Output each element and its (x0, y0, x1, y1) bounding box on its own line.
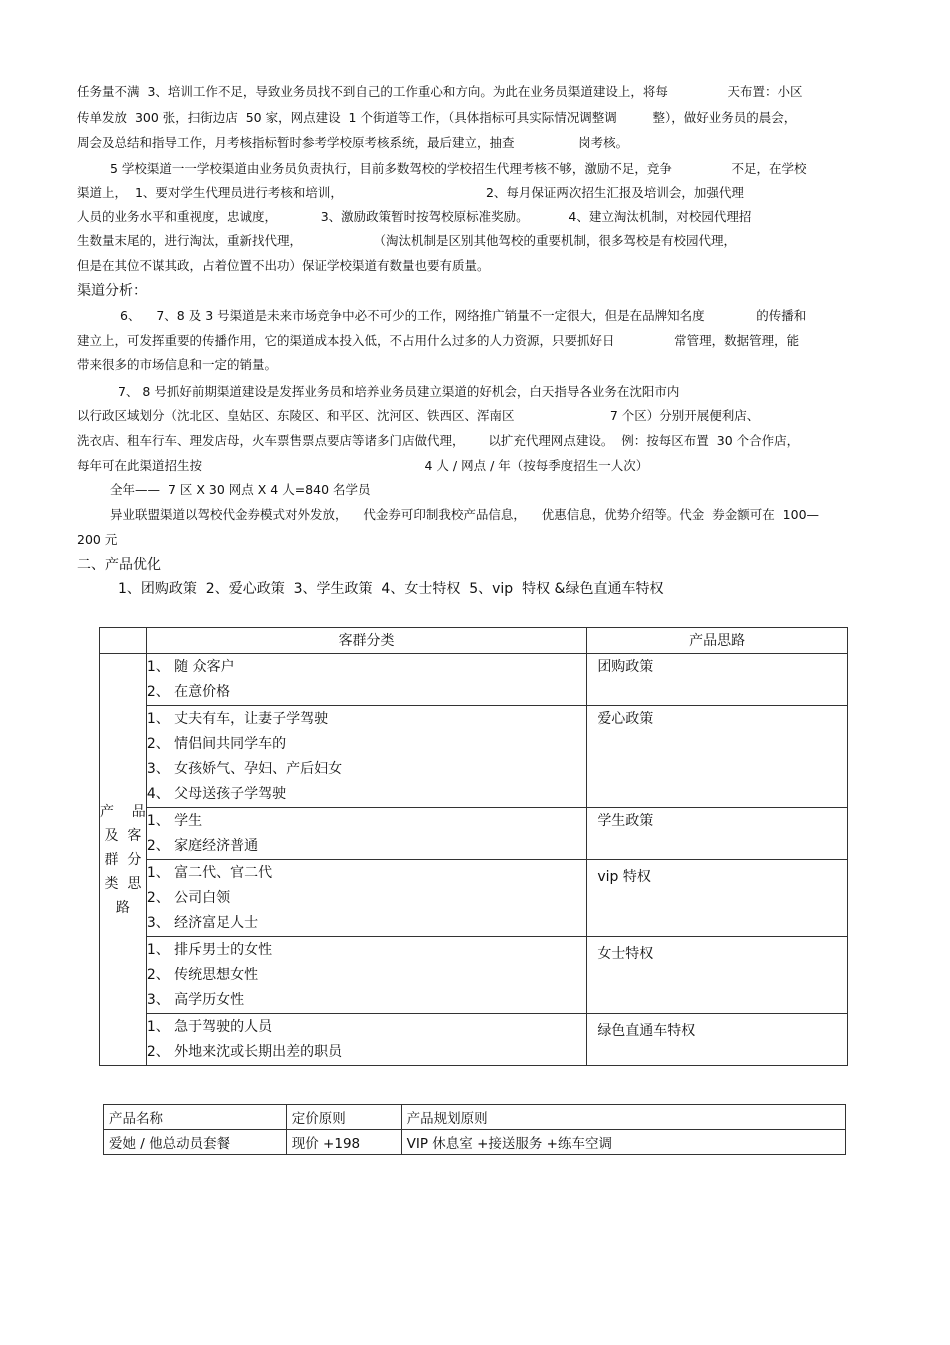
list-item: 1、 富二代、官二代 (146, 865, 273, 881)
list-item: 2、 情侣间共同学车的 (146, 736, 287, 752)
product-idea-cell: 女士特权 (587, 937, 848, 1014)
customer-group-cell (146, 937, 587, 1014)
text-line: 5 学校渠道一一学校渠道由业务员负责执行，目前多数驾校的学校招生代理考核不够，激励不足，竞争 不足，在学校 (110, 161, 807, 176)
text-line: 异业联盟渠道以驾校代金券模式对外发放， 代金券可印制我校产品信息， 优惠信息，优势介绍等。代金 券金额可在 100— (110, 507, 820, 522)
text-line: 渠道上， 1、要对学生代理员进行考核和培训， 2、每月保证两次招生汇报及培训会，加强代理 (77, 185, 744, 200)
list-item: 4、 父母送孩子学驾驶 (146, 786, 287, 802)
product-idea-cell: 团购政策 (587, 654, 848, 706)
list-item: 2、 在意价格 (146, 684, 231, 700)
header-product-name: 产品名称 (104, 1105, 287, 1130)
list-item: 1、 排斥男士的女性 (146, 942, 273, 958)
policies-line: 1、团购政策 2、爱心政策 3、学生政策 4、女士特权 5、vip 特权 &绿色直通车特权 (118, 581, 664, 597)
customer-group-cell (146, 1014, 587, 1066)
text-line: 人员的业务水平和重视度，忠诚度， 3、激励政策暂时按驾校原标准奖励。 4、建立淘汰机制，对校园代理招 (77, 209, 752, 224)
product-plan-table (103, 1104, 846, 1155)
header-planning-principle: 产品规划原则 (401, 1105, 845, 1130)
list-item: 2、 传统思想女性 (146, 967, 259, 983)
text-line: 7、 8 号抓好前期渠道建设是发挥业务员和培养业务员建立渠道的好机会，白天指导各业务在沈阳市内 (118, 384, 680, 399)
list-item: 1、 学生 (146, 813, 203, 829)
list-item: 2、 外地来沈或长期出差的职员 (146, 1044, 343, 1060)
header-customer-group: 客群分类 (146, 628, 587, 654)
text-line: 周会及总结和指导工作，月考核指标暂时参考学校原考核系统，最后建立，抽查 岗考核。 (77, 135, 629, 150)
planning-cell: VIP 休息室 +接送服务 +练车空调 (401, 1130, 845, 1155)
list-item: 2、 家庭经济普通 (146, 838, 259, 854)
list-item: 2、 公司白领 (146, 890, 231, 906)
list-item: 1、 随 众客户 (146, 659, 235, 675)
table-row (104, 1130, 846, 1155)
text-line: 6、 7、8 及 3 号渠道是未来市场竞争中必不可少的工作，网络推广销量不一定很大，但是在品牌知名度 的传播和 (120, 308, 807, 323)
list-item: 3、 女孩娇气、孕妇、产后妇女 (146, 761, 343, 777)
header-product-idea: 产品思路 (587, 628, 848, 654)
product-name-cell: 爱她 / 他总动员套餐 (104, 1130, 287, 1155)
product-idea-cell: 绿色直通车特权 (587, 1014, 848, 1066)
formula-line: 全年—— 7 区 X 30 网点 X 4 人=840 名学员 (110, 482, 371, 497)
text-line: 200 元 (77, 532, 118, 547)
header-pricing-principle: 定价原则 (286, 1105, 401, 1130)
text-line: 生数量末尾的，进行淘汰，重新找代理， （淘汰机制是区别其他驾校的重要机制，很多驾校是有校园代理， (77, 233, 737, 248)
side-label-line: 群 分 (104, 851, 142, 868)
side-label (100, 654, 147, 1066)
text-line: 带来很多的市场信息和一定的销量。 (77, 357, 278, 372)
list-item: 3、 经济富足人士 (146, 915, 259, 931)
text-line: 任务量不满 3、培训工作不足，导致业务员找不到自己的工作重心和方向。为此在业务员渠道建设上，将每 天布置：小区 (77, 84, 803, 99)
customer-segment-table (99, 627, 848, 1066)
product-idea-cell: 学生政策 (587, 808, 848, 860)
text-line: 建立上，可发挥重要的传播作用，它的渠道成本投入低，不占用什么过多的人力资源，只要抓好日 常管理，数据管理，能 (77, 333, 800, 348)
side-label-line: 路 (115, 899, 130, 916)
list-item: 1、 丈夫有车，让妻子学驾驶 (146, 711, 329, 727)
customer-group-cell (146, 654, 587, 706)
customer-group-cell (146, 808, 587, 860)
text-line: 以行政区域划分（沈北区、皇姑区、东陵区、和平区、沈河区、铁西区、浑南区 7 个区）分别开展便利店、 (77, 408, 760, 423)
list-item: 1、 急于驾驶的人员 (146, 1019, 273, 1035)
product-idea-cell: 爱心政策 (587, 706, 848, 808)
text-line: 洗衣店、租车行车、理发店母，火车票售票点要店等诸多门店做代理， 以扩充代理网点建设。 例：按每区布置 30 个合作店， (77, 433, 800, 448)
side-label-line: 产 品 (100, 803, 146, 820)
pricing-cell: 现价 +198 (286, 1130, 401, 1155)
table-corner-cell (100, 628, 147, 654)
customer-group-cell (146, 706, 587, 808)
text-line: 但是在其位不谋其政，占着位置不出功）保证学校渠道有数量也要有质量。 (77, 258, 490, 273)
side-label-line: 及 客 (104, 827, 142, 844)
list-item: 3、 高学历女性 (146, 992, 245, 1008)
product-idea-cell: vip 特权 (587, 860, 848, 937)
text-line: 每年可在此渠道招生按 4 人 / 网点 / 年（按每季度招生一人次） (77, 458, 649, 473)
section-heading-product: 二、产品优化 (77, 557, 161, 573)
text-line: 传单发放 300 张，扫街边店 50 家，网点建设 1 个街道等工作，（具体指标可具实际情况调整调 整），做好业务员的晨会， (77, 110, 797, 125)
customer-group-cell (146, 860, 587, 937)
section-heading-channel: 渠道分析： (77, 283, 147, 299)
side-label-line: 类 思 (104, 875, 142, 892)
